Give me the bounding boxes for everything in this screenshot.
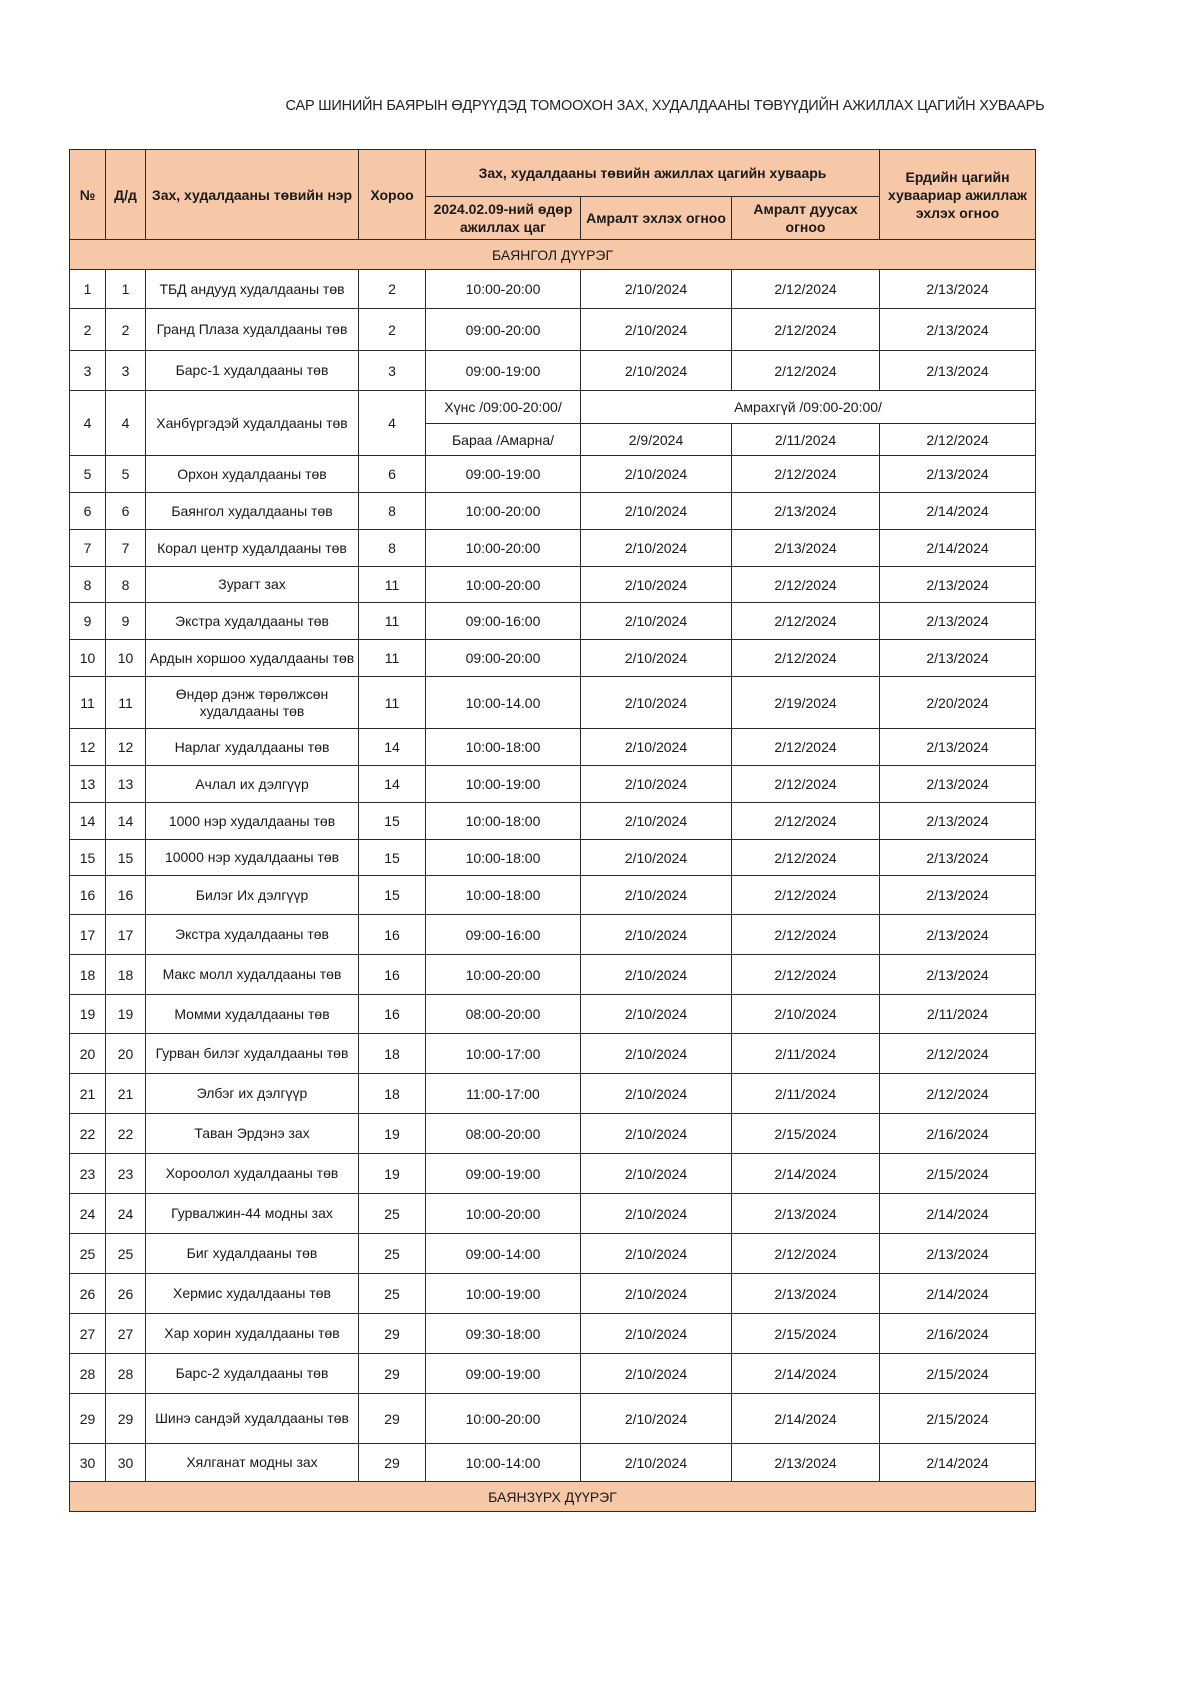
khoroo: 14: [359, 766, 426, 803]
hours-0209: 10:00-20:00: [426, 567, 581, 603]
normal-start-date: 2/13/2024: [880, 603, 1036, 640]
normal-start-date: 2/13/2024: [880, 567, 1036, 603]
normal-start-date: 2/12/2024: [880, 1074, 1036, 1114]
row-dd: 12: [106, 729, 146, 766]
hours-0209: 10:00-18:00: [426, 803, 581, 840]
normal-start-date: 2/14/2024: [880, 1274, 1036, 1314]
hours-0209: 09:00-19:00: [426, 351, 581, 391]
district-row-bayanzurkh: [70, 1482, 1036, 1512]
rest-end-date: 2/12/2024: [732, 876, 880, 915]
normal-start-date: 2/13/2024: [880, 803, 1036, 840]
market-name: Баянгол худалдааны төв: [146, 493, 359, 530]
table-row: [70, 955, 1036, 995]
normal-start-date: 2/15/2024: [880, 1154, 1036, 1194]
table-row: [70, 1354, 1036, 1394]
rest-start-date: 2/10/2024: [581, 640, 732, 677]
row-dd: 24: [106, 1194, 146, 1234]
table-row: [70, 915, 1036, 955]
market-name: Экстра худалдааны төв: [146, 603, 359, 640]
rest-end-date: 2/15/2024: [732, 1314, 880, 1354]
row-number: 30: [70, 1444, 106, 1482]
row-dd: 8: [106, 567, 146, 603]
rest-end-date: 2/12/2024: [732, 803, 880, 840]
hours-0209: 10:00-14:00: [426, 1444, 581, 1482]
normal-start-date: 2/13/2024: [880, 351, 1036, 391]
khoroo: 25: [359, 1234, 426, 1274]
row-number: 11: [70, 677, 106, 729]
market-name: Барс-1 худалдааны төв: [146, 351, 359, 391]
market-name: Билэг Их дэлгүүр: [146, 876, 359, 915]
rest-end-date: 2/10/2024: [732, 995, 880, 1034]
khoroo: 25: [359, 1274, 426, 1314]
khoroo: 3: [359, 351, 426, 391]
table-row: [70, 1394, 1036, 1444]
rest-end-date: 2/13/2024: [732, 1194, 880, 1234]
normal-start-date: 2/13/2024: [880, 270, 1036, 309]
rest-start-date: 2/10/2024: [581, 567, 732, 603]
khoroo: 4: [359, 391, 426, 456]
khoroo: 15: [359, 876, 426, 915]
row-dd: 26: [106, 1274, 146, 1314]
hours-0209: 10:00-18:00: [426, 729, 581, 766]
row-dd: 2: [106, 309, 146, 351]
row-dd: 4: [106, 391, 146, 456]
hours-0209: 09:00-19:00: [426, 1154, 581, 1194]
rest-end-date: 2/14/2024: [732, 1154, 880, 1194]
normal-start-date: 2/13/2024: [880, 766, 1036, 803]
hours-0209: 09:30-18:00: [426, 1314, 581, 1354]
market-name: Таван Эрдэнэ зах: [146, 1114, 359, 1154]
row-dd: 28: [106, 1354, 146, 1394]
hours-0209: 09:00-16:00: [426, 603, 581, 640]
row-number: 22: [70, 1114, 106, 1154]
market-name: Гурвалжин-44 модны зах: [146, 1194, 359, 1234]
hours-0209: 10:00-14.00: [426, 677, 581, 729]
row-number: 17: [70, 915, 106, 955]
hours-0209: 10:00-19:00: [426, 1274, 581, 1314]
table-row: [70, 309, 1036, 351]
rest-start-date: 2/10/2024: [581, 456, 732, 493]
table-row: [70, 1074, 1036, 1114]
normal-start-date: 2/13/2024: [880, 640, 1036, 677]
row-dd: 6: [106, 493, 146, 530]
table-row: [70, 1314, 1036, 1354]
row-dd: 19: [106, 995, 146, 1034]
row-number: 18: [70, 955, 106, 995]
col-header-dd: Д/д: [106, 150, 146, 240]
table-row: [70, 493, 1036, 530]
table-row: [70, 456, 1036, 493]
row-number: 7: [70, 530, 106, 567]
khoroo: 11: [359, 677, 426, 729]
market-name: Гранд Плаза худалдааны төв: [146, 309, 359, 351]
row-number: 13: [70, 766, 106, 803]
row-number: 19: [70, 995, 106, 1034]
khoroo: 29: [359, 1394, 426, 1444]
row-dd: 16: [106, 876, 146, 915]
rest-end-date: 2/12/2024: [732, 729, 880, 766]
rest-end-date: 2/12/2024: [732, 766, 880, 803]
hours-0209: 10:00-20:00: [426, 493, 581, 530]
khoroo: 19: [359, 1114, 426, 1154]
row-number: 5: [70, 456, 106, 493]
khoroo: 6: [359, 456, 426, 493]
col-header-no: №: [70, 150, 106, 240]
row-dd: 18: [106, 955, 146, 995]
table-row: [70, 351, 1036, 391]
table-row: [70, 1114, 1036, 1154]
market-name: Корал центр худалдааны төв: [146, 530, 359, 567]
schedule-table: [69, 149, 1036, 1512]
market-name: ТБД андууд худалдааны төв: [146, 270, 359, 309]
row-number: 28: [70, 1354, 106, 1394]
document-title: САР ШИНИЙН БАЯРЫН ӨДРҮҮДЭД ТОМООХОН ЗАХ, ХУДАЛДААНЫ ТӨВҮҮДИЙН АЖИЛЛАХ ЦАГИЙН ХУВААРЬ: [285, 98, 1045, 114]
khoroo: 18: [359, 1074, 426, 1114]
khoroo: 15: [359, 803, 426, 840]
khoroo: 16: [359, 955, 426, 995]
market-name: Ачлал их дэлгүүр: [146, 766, 359, 803]
rest-start-date: 2/10/2024: [581, 1074, 732, 1114]
rest-end-date: 2/13/2024: [732, 1274, 880, 1314]
hours-0209: 10:00-20:00: [426, 530, 581, 567]
market-name: Элбэг их дэлгүүр: [146, 1074, 359, 1114]
col-header-rest-start: Амралт эхлэх огноо: [581, 197, 732, 240]
rest-start-date: 2/10/2024: [581, 309, 732, 351]
hours-0209: 08:00-20:00: [426, 995, 581, 1034]
market-name: Орхон худалдааны төв: [146, 456, 359, 493]
row-dd: 17: [106, 915, 146, 955]
rest-start-date: 2/10/2024: [581, 1354, 732, 1394]
rest-end-date: 2/11/2024: [732, 1034, 880, 1074]
rest-end-date: 2/12/2024: [732, 456, 880, 493]
hours-0209: 10:00-20:00: [426, 270, 581, 309]
normal-start-date: 2/13/2024: [880, 309, 1036, 351]
col-header-schedule-group: Зах, худалдааны төвийн ажиллах цагийн хуваарь: [426, 150, 880, 197]
normal-start-date: 2/15/2024: [880, 1354, 1036, 1394]
rest-start-date: 2/10/2024: [581, 677, 732, 729]
row-number: 16: [70, 876, 106, 915]
rest-start-date: 2/10/2024: [581, 840, 732, 876]
row-number: 26: [70, 1274, 106, 1314]
rest-end-date: 2/19/2024: [732, 677, 880, 729]
row-dd: 10: [106, 640, 146, 677]
rest-start-date: 2/10/2024: [581, 955, 732, 995]
table-row: [70, 876, 1036, 915]
hours-0209: 09:00-20:00: [426, 640, 581, 677]
rest-start-date: 2/10/2024: [581, 1114, 732, 1154]
market-name: Зурагт зах: [146, 567, 359, 603]
hours-0209: 09:00-20:00: [426, 309, 581, 351]
district-label: БАЯНГОЛ ДҮҮРЭГ: [70, 240, 1036, 270]
row-number: 9: [70, 603, 106, 640]
normal-start-date: 2/13/2024: [880, 876, 1036, 915]
row-dd: 9: [106, 603, 146, 640]
hours-0209: 10:00-20:00: [426, 1194, 581, 1234]
table-row: [70, 995, 1036, 1034]
row-dd: 21: [106, 1074, 146, 1114]
hours-0209: 10:00-18:00: [426, 876, 581, 915]
rest-start-date: 2/10/2024: [581, 766, 732, 803]
khoroo: 11: [359, 567, 426, 603]
hours-0209: 09:00-16:00: [426, 915, 581, 955]
rest-start-date: 2/10/2024: [581, 351, 732, 391]
normal-start-date: 2/13/2024: [880, 456, 1036, 493]
table-row: [70, 1154, 1036, 1194]
rest-start-date: 2/10/2024: [581, 1314, 732, 1354]
row-number: 14: [70, 803, 106, 840]
table-row: [70, 270, 1036, 309]
row-dd: 30: [106, 1444, 146, 1482]
khoroo: 11: [359, 640, 426, 677]
khoroo: 15: [359, 840, 426, 876]
rest-end-date: 2/12/2024: [732, 640, 880, 677]
row-number: 23: [70, 1154, 106, 1194]
market-name: Хялганат модны зах: [146, 1444, 359, 1482]
rest-start-date: 2/10/2024: [581, 603, 732, 640]
normal-start-date: 2/16/2024: [880, 1114, 1036, 1154]
market-name: 10000 нэр худалдааны төв: [146, 840, 359, 876]
rest-end-date: 2/12/2024: [732, 309, 880, 351]
table-row: [70, 1194, 1036, 1234]
row-number: 12: [70, 729, 106, 766]
khoroo: 11: [359, 603, 426, 640]
col-header-rest-end: Амралт дуусах огноо: [732, 197, 880, 240]
hours-0209: 08:00-20:00: [426, 1114, 581, 1154]
khoroo: 14: [359, 729, 426, 766]
table-row: [70, 640, 1036, 677]
hours-0209: 11:00-17:00: [426, 1074, 581, 1114]
row-number: 15: [70, 840, 106, 876]
khoroo: 16: [359, 915, 426, 955]
table-row: [70, 1444, 1036, 1482]
rest-start-date: 2/10/2024: [581, 530, 732, 567]
market-name: Ардын хоршоо худалдааны төв: [146, 640, 359, 677]
col-header-hours-0209: 2024.02.09-ний өдөр ажиллах цаг: [426, 197, 581, 240]
market-name: Өндөр дэнж төрөлжсөн худалдааны төв: [146, 677, 359, 729]
khoroo: 25: [359, 1194, 426, 1234]
rest-end-date: 2/14/2024: [732, 1354, 880, 1394]
normal-start-date: 2/13/2024: [880, 840, 1036, 876]
row-dd: 22: [106, 1114, 146, 1154]
normal-start-date: 2/13/2024: [880, 729, 1036, 766]
goods-normal-start-date: 2/12/2024: [880, 424, 1036, 456]
market-name: Хермис худалдааны төв: [146, 1274, 359, 1314]
hours-0209: 09:00-14:00: [426, 1234, 581, 1274]
district-row-bayangol: [70, 240, 1036, 270]
rest-end-date: 2/12/2024: [732, 915, 880, 955]
rest-end-date: 2/12/2024: [732, 955, 880, 995]
normal-start-date: 2/13/2024: [880, 955, 1036, 995]
row-dd: 11: [106, 677, 146, 729]
market-name: Ханбүргэдэй худалдааны төв: [146, 391, 359, 456]
rest-end-date: 2/13/2024: [732, 493, 880, 530]
rest-end-date: 2/12/2024: [732, 840, 880, 876]
goods-hours: Бараа /Амарна/: [426, 424, 581, 456]
rest-start-date: 2/10/2024: [581, 915, 732, 955]
rest-start-date: 2/10/2024: [581, 1034, 732, 1074]
hours-0209: 10:00-20:00: [426, 955, 581, 995]
row-dd: 7: [106, 530, 146, 567]
row-dd: 23: [106, 1154, 146, 1194]
rest-end-date: 2/12/2024: [732, 1234, 880, 1274]
rest-end-date: 2/13/2024: [732, 530, 880, 567]
row-dd: 25: [106, 1234, 146, 1274]
market-name: 1000 нэр худалдааны төв: [146, 803, 359, 840]
khoroo: 2: [359, 270, 426, 309]
khoroo: 2: [359, 309, 426, 351]
rest-start-date: 2/10/2024: [581, 1444, 732, 1482]
rest-start-date: 2/10/2024: [581, 729, 732, 766]
goods-rest-end-date: 2/11/2024: [732, 424, 880, 456]
table-row: [70, 603, 1036, 640]
table-row: [70, 1234, 1036, 1274]
table-row: [70, 766, 1036, 803]
row-number: 25: [70, 1234, 106, 1274]
row-number: 2: [70, 309, 106, 351]
khoroo: 29: [359, 1314, 426, 1354]
row-dd: 1: [106, 270, 146, 309]
row-dd: 3: [106, 351, 146, 391]
hours-0209: 09:00-19:00: [426, 456, 581, 493]
rest-end-date: 2/12/2024: [732, 351, 880, 391]
rest-end-date: 2/12/2024: [732, 270, 880, 309]
market-name: Макс молл худалдааны төв: [146, 955, 359, 995]
rest-start-date: 2/10/2024: [581, 493, 732, 530]
khoroo: 19: [359, 1154, 426, 1194]
hours-0209: 09:00-19:00: [426, 1354, 581, 1394]
market-name: Барс-2 худалдааны төв: [146, 1354, 359, 1394]
food-no-rest-note: Амрахгүй /09:00-20:00/: [581, 391, 1036, 424]
khoroo: 29: [359, 1354, 426, 1394]
khoroo: 18: [359, 1034, 426, 1074]
col-header-normal-start: Ердийн цагийн хуваариар ажиллаж эхлэх огноо: [880, 150, 1036, 240]
rest-start-date: 2/10/2024: [581, 1234, 732, 1274]
table-row-special: [70, 391, 1036, 424]
normal-start-date: 2/12/2024: [880, 1034, 1036, 1074]
district-label: БАЯНЗҮРХ ДҮҮРЭГ: [70, 1482, 1036, 1512]
khoroo: 8: [359, 493, 426, 530]
hours-0209: 10:00-19:00: [426, 766, 581, 803]
table-row: [70, 729, 1036, 766]
table-row: [70, 1274, 1036, 1314]
row-number: 27: [70, 1314, 106, 1354]
rest-end-date: 2/11/2024: [732, 1074, 880, 1114]
row-number: 20: [70, 1034, 106, 1074]
row-dd: 13: [106, 766, 146, 803]
normal-start-date: 2/14/2024: [880, 493, 1036, 530]
hours-0209: 10:00-20:00: [426, 1394, 581, 1444]
rest-end-date: 2/14/2024: [732, 1394, 880, 1444]
hours-0209: 10:00-17:00: [426, 1034, 581, 1074]
row-number: 3: [70, 351, 106, 391]
rest-start-date: 2/10/2024: [581, 995, 732, 1034]
market-name: Момми худалдааны төв: [146, 995, 359, 1034]
rest-start-date: 2/10/2024: [581, 1194, 732, 1234]
table-row: [70, 530, 1036, 567]
rest-start-date: 2/10/2024: [581, 1154, 732, 1194]
hours-0209: 10:00-18:00: [426, 840, 581, 876]
row-dd: 14: [106, 803, 146, 840]
rest-start-date: 2/10/2024: [581, 803, 732, 840]
row-number: 1: [70, 270, 106, 309]
market-name: Хороолол худалдааны төв: [146, 1154, 359, 1194]
col-header-name: Зах, худалдааны төвийн нэр: [146, 150, 359, 240]
normal-start-date: 2/20/2024: [880, 677, 1036, 729]
table-row: [70, 803, 1036, 840]
table-row: [70, 1034, 1036, 1074]
table-row: [70, 677, 1036, 729]
market-name: Шинэ сандэй худалдааны төв: [146, 1394, 359, 1444]
khoroo: 8: [359, 530, 426, 567]
market-name: Экстра худалдааны төв: [146, 915, 359, 955]
row-number: 10: [70, 640, 106, 677]
normal-start-date: 2/14/2024: [880, 530, 1036, 567]
row-dd: 5: [106, 456, 146, 493]
row-dd: 29: [106, 1394, 146, 1444]
normal-start-date: 2/13/2024: [880, 915, 1036, 955]
row-number: 4: [70, 391, 106, 456]
row-number: 24: [70, 1194, 106, 1234]
rest-start-date: 2/10/2024: [581, 876, 732, 915]
market-name: Гурван билэг худалдааны төв: [146, 1034, 359, 1074]
normal-start-date: 2/14/2024: [880, 1444, 1036, 1482]
normal-start-date: 2/15/2024: [880, 1394, 1036, 1444]
row-number: 29: [70, 1394, 106, 1444]
market-name: Биг худалдааны төв: [146, 1234, 359, 1274]
table-row: [70, 840, 1036, 876]
rest-start-date: 2/10/2024: [581, 1274, 732, 1314]
rest-end-date: 2/15/2024: [732, 1114, 880, 1154]
row-number: 8: [70, 567, 106, 603]
col-header-khoroo: Хороо: [359, 150, 426, 240]
table-row: [70, 567, 1036, 603]
goods-rest-start-date: 2/9/2024: [581, 424, 732, 456]
normal-start-date: 2/11/2024: [880, 995, 1036, 1034]
row-dd: 15: [106, 840, 146, 876]
row-number: 6: [70, 493, 106, 530]
row-dd: 27: [106, 1314, 146, 1354]
khoroo: 16: [359, 995, 426, 1034]
rest-end-date: 2/13/2024: [732, 1444, 880, 1482]
rest-end-date: 2/12/2024: [732, 567, 880, 603]
khoroo: 29: [359, 1444, 426, 1482]
market-name: Хар хорин худалдааны төв: [146, 1314, 359, 1354]
row-number: 21: [70, 1074, 106, 1114]
row-dd: 20: [106, 1034, 146, 1074]
normal-start-date: 2/14/2024: [880, 1194, 1036, 1234]
market-name: Нарлаг худалдааны төв: [146, 729, 359, 766]
normal-start-date: 2/16/2024: [880, 1314, 1036, 1354]
food-hours: Хүнс /09:00-20:00/: [426, 391, 581, 424]
normal-start-date: 2/13/2024: [880, 1234, 1036, 1274]
rest-start-date: 2/10/2024: [581, 1394, 732, 1444]
rest-end-date: 2/12/2024: [732, 603, 880, 640]
rest-start-date: 2/10/2024: [581, 270, 732, 309]
